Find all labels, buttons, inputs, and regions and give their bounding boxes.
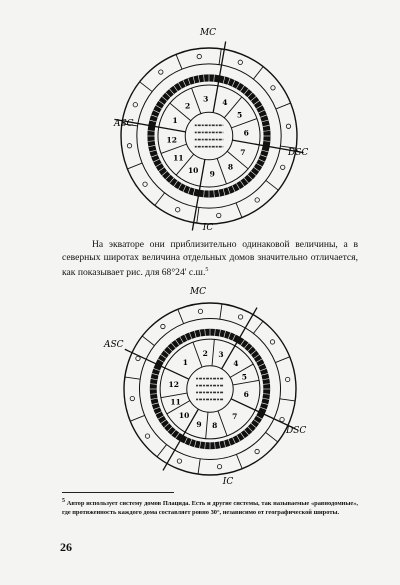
house-number: 10 — [187, 165, 199, 175]
sign-divider — [155, 193, 165, 205]
zodiac-glyph-icon — [177, 459, 181, 463]
sign-divider — [219, 49, 221, 65]
center-circle — [185, 112, 233, 160]
zodiac-glyph-icon — [255, 198, 259, 202]
zodiac-glyph-icon — [217, 213, 221, 217]
house-number: 5 — [241, 372, 247, 382]
zodiac-glyph-icon — [285, 377, 289, 381]
house-number: 11 — [170, 397, 181, 407]
house-cusp-line — [206, 412, 208, 439]
house-number: 7 — [232, 411, 238, 421]
zodiac-glyph-icon — [161, 324, 165, 328]
house-number: 11 — [173, 153, 184, 163]
chart-wheel — [114, 41, 303, 230]
paragraph-text: На экваторе они приблизительно одинаковой величины, а в северных широтах величина отдельных домов значительно отличается, как показывает рис. для 68°24' с.ш. — [62, 239, 358, 279]
zodiac-glyph-icon — [145, 434, 149, 438]
horoscope-chart-northern-latitude — [104, 285, 310, 487]
sign-divider — [130, 415, 144, 421]
zodiac-glyph-icon — [238, 315, 242, 319]
zodiac-glyph-icon — [286, 124, 290, 128]
zodiac-glyph-icon — [198, 309, 202, 313]
house-number: 2 — [184, 101, 191, 111]
zodiac-glyph-icon — [130, 396, 134, 400]
page-number: 26 — [60, 540, 72, 554]
sign-divider — [253, 67, 263, 79]
footnote-marker: 5 — [62, 498, 65, 504]
sign-divider — [127, 163, 142, 169]
footnote-text: Автор использует систему домов Плацида. Есть и другие системы, так называемые «равнодомные», где протяженность каждого дома составляет ровно 30°, независимо от географической широты. — [62, 500, 358, 517]
zodiac-glyph-icon — [280, 417, 284, 421]
zodiac-glyph-icon — [159, 70, 163, 74]
zodiac-glyph-icon — [136, 356, 140, 360]
house-number: 2 — [202, 348, 208, 358]
dsc-label: DSC — [288, 148, 309, 158]
sign-divider — [197, 207, 199, 223]
house-number: 1 — [182, 358, 188, 368]
house-number: 6 — [243, 389, 249, 399]
chart-wheel — [124, 303, 296, 475]
ic-label: IC — [222, 477, 234, 487]
house-number: 9 — [196, 419, 202, 429]
horoscope-chart-equator — [112, 24, 308, 234]
house-number: 3 — [218, 350, 224, 360]
asc-label: ASC — [104, 340, 124, 350]
house-number: 4 — [222, 98, 228, 108]
zodiac-glyph-icon — [133, 103, 137, 107]
house-cusp-line — [192, 88, 201, 114]
zodiac-glyph-icon — [255, 449, 259, 453]
sign-divider — [266, 432, 278, 442]
sign-divider — [125, 377, 140, 379]
house-number: 12 — [166, 135, 177, 145]
house-cusp-line — [231, 119, 257, 128]
zodiac-glyph-icon — [270, 340, 274, 344]
dsc-label: DSC — [286, 426, 307, 436]
sign-divider — [220, 304, 222, 319]
footnote-reference: 5 — [205, 267, 209, 273]
sign-divider — [236, 454, 242, 468]
footnote — [62, 497, 358, 517]
sign-divider — [176, 54, 182, 69]
sign-divider — [236, 203, 242, 218]
house-cusp-line — [217, 158, 226, 184]
house-cusp-line — [193, 342, 202, 367]
sign-divider — [276, 103, 291, 109]
main-paragraph — [62, 238, 358, 279]
center-circle — [187, 366, 233, 412]
ic-label: IC — [202, 223, 214, 233]
sign-divider — [178, 309, 184, 323]
house-number: 1 — [172, 116, 178, 126]
zodiac-glyph-icon — [281, 165, 285, 169]
sign-divider — [275, 357, 289, 363]
asc-label: ASC — [114, 119, 134, 129]
sign-divider — [140, 82, 152, 92]
footnote-divider — [62, 492, 174, 493]
sign-divider — [266, 180, 278, 190]
house-number: 6 — [243, 128, 249, 138]
house-number: 4 — [233, 359, 239, 369]
mc-label: MC — [189, 287, 207, 297]
house-cusp-line — [161, 144, 187, 153]
sign-divider — [157, 445, 167, 457]
sign-divider — [253, 321, 263, 333]
sign-divider — [198, 459, 200, 474]
zodiac-glyph-icon — [197, 54, 201, 58]
house-number: 7 — [240, 147, 246, 157]
house-number: 8 — [212, 421, 218, 431]
house-cusp-line — [218, 411, 227, 436]
house-number: 9 — [209, 169, 215, 179]
house-number: 5 — [237, 110, 243, 120]
zodiac-glyph-icon — [217, 464, 221, 468]
house-number: 12 — [168, 380, 179, 390]
house-number: 8 — [227, 162, 234, 172]
sign-divider — [280, 399, 295, 401]
house-number: 3 — [203, 94, 209, 104]
zodiac-glyph-icon — [238, 60, 242, 64]
zodiac-glyph-icon — [127, 144, 131, 148]
zodiac-glyph-icon — [143, 182, 147, 186]
zodiac-glyph-icon — [176, 208, 180, 212]
house-number: 10 — [178, 410, 190, 420]
mc-label: MC — [199, 28, 217, 38]
sign-divider — [142, 336, 154, 346]
house-cusp-line — [212, 339, 214, 366]
zodiac-glyph-icon — [271, 86, 275, 90]
